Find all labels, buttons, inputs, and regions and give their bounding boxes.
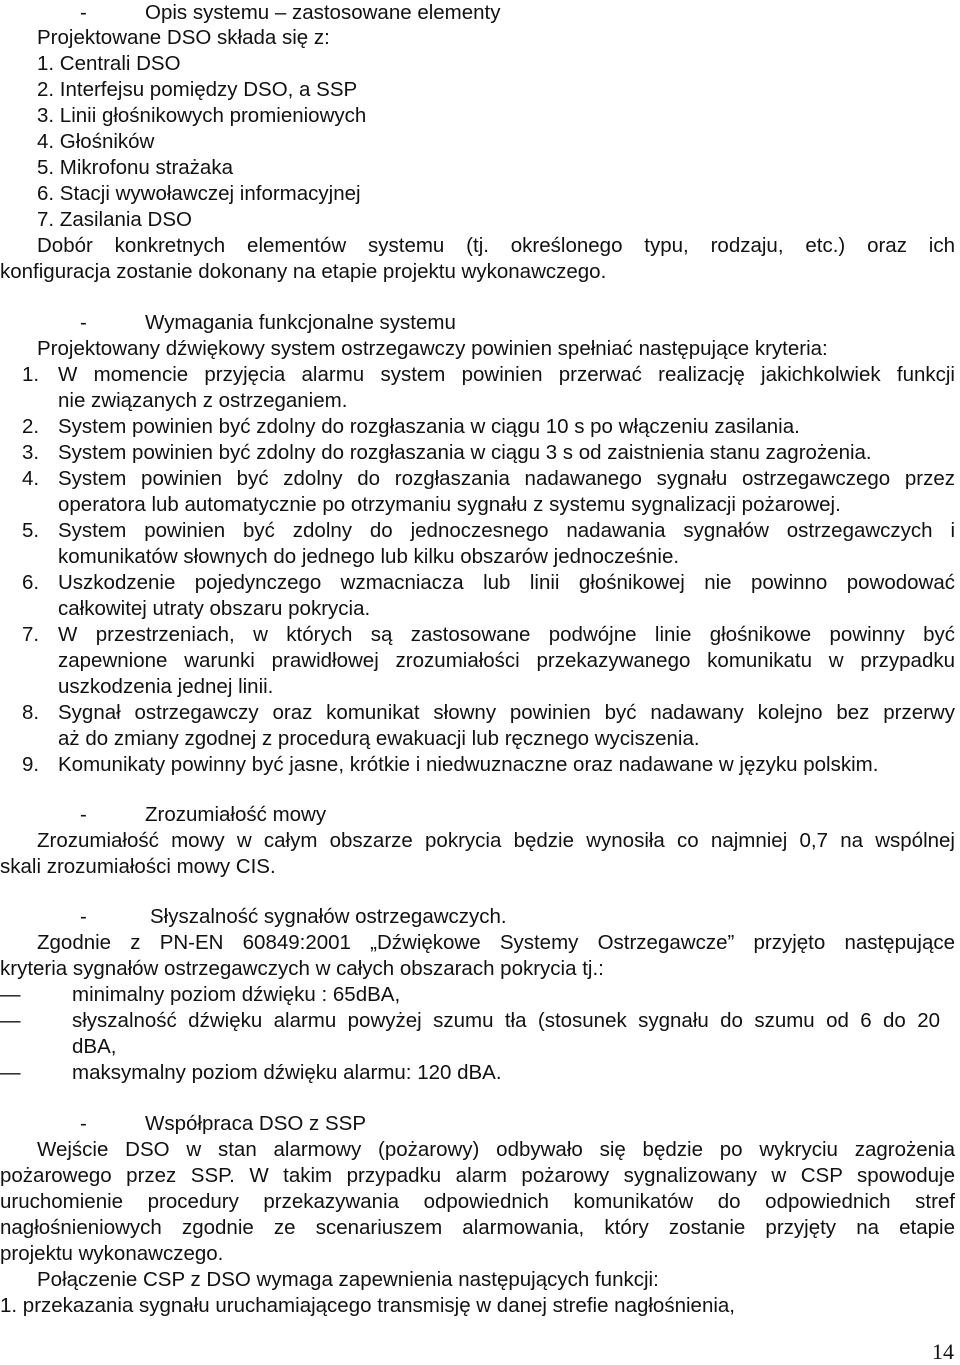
component-item: 6. Stacji wywoławczej informacyjnej — [37, 182, 361, 205]
requirement-text: Sygnał ostrzegawczy oraz komunikat słowny powinien być nadawany kolejno bez przerwy — [58, 701, 955, 724]
component-item: 5. Mikrofonu strażaka — [37, 156, 233, 179]
components-intro: Projektowane DSO składa się z: — [37, 26, 330, 49]
bullet-dash: — — [0, 1009, 21, 1032]
paragraph-line: skali zrozumiałości mowy CIS. — [0, 855, 276, 878]
bullet-text: słyszalność dźwięku alarmu powyżej szumu tła (stosunek sygnału do szumu od 6 do 20 — [72, 1009, 940, 1032]
component-item: 3. Linii głośnikowych promieniowych — [37, 104, 367, 127]
section-dash: - — [80, 311, 87, 334]
requirement-text: nie związanych z ostrzeganiem. — [58, 389, 348, 412]
paragraph-line: pożarowego przez SSP. W takim przypadku alarm pożarowy sygnalizowany w CSP spowoduje — [0, 1164, 955, 1187]
requirement-text: całkowitej utraty obszaru pokrycia. — [58, 597, 371, 620]
component-item: 2. Interfejsu pomiędzy DSO, a SSP — [37, 78, 358, 101]
requirement-text: System powinien być zdolny do rozgłaszania w ciągu 10 s po włączeniu zasilania. — [58, 415, 800, 438]
bullet-text: maksymalny poziom dźwięku alarmu: 120 dBA. — [72, 1061, 502, 1084]
requirement-text: System powinien być zdolny do jednoczesnego nadawania sygnałów ostrzegawczych i — [58, 519, 955, 542]
requirement-text: Komunikaty powinny być jasne, krótkie i niedwuznaczne oraz nadawane w języku polskim. — [58, 753, 879, 776]
requirement-number: 5. — [22, 519, 40, 542]
section-heading-functional-requirements: Wymagania funkcjonalne systemu — [145, 311, 456, 334]
requirement-number: 8. — [22, 701, 40, 724]
paragraph-line: konfiguracja zostanie dokonany na etapie projektu wykonawczego. — [0, 260, 607, 283]
paragraph-line: Połączenie CSP z DSO wymaga zapewnienia następujących funkcji: — [37, 1268, 659, 1291]
component-item: 7. Zasilania DSO — [37, 208, 192, 231]
bullet-text: dBA, — [72, 1035, 117, 1058]
bullet-dash: — — [0, 1061, 21, 1084]
requirement-text: W momencie przyjęcia alarmu system powinien przerwać realizację jakichkolwiek funkcji — [58, 363, 955, 386]
paragraph-line: Dobór konkretnych elementów systemu (tj. określonego typu, rodzaju, etc.) oraz ich — [37, 234, 955, 257]
paragraph-line: projektu wykonawczego. — [0, 1242, 224, 1265]
section-heading-signal-audibility: Słyszalność sygnałów ostrzegawczych. — [150, 905, 507, 928]
requirement-text: zapewnione warunki prawidłowej zrozumiałości przekazywanego komunikatu w przypadku — [58, 649, 955, 672]
paragraph-line: uruchomienie procedury przekazywania odpowiednich komunikatów do odpowiednich stref — [0, 1190, 955, 1213]
requirement-number: 4. — [22, 467, 40, 490]
section-heading-speech-intelligibility: Zrozumiałość mowy — [145, 803, 327, 826]
requirement-text: operatora lub automatycznie po otrzymaniu sygnału z systemu sygnalizacji pożarowej. — [58, 493, 841, 516]
requirement-number: 3. — [22, 441, 40, 464]
section-dash: - — [80, 803, 87, 826]
section-dash: - — [80, 1, 87, 24]
function-item: 1. przekazania sygnału uruchamiającego transmisję w danej strefie nagłośnienia, — [0, 1294, 735, 1317]
paragraph-line: kryteria sygnałów ostrzegawczych w całych obszarach pokrycia tj.: — [0, 957, 604, 980]
requirements-intro: Projektowany dźwiękowy system ostrzegawczy powinien spełniać następujące kryteria: — [37, 337, 828, 360]
paragraph-line: Zrozumiałość mowy w całym obszarze pokrycia będzie wynosiła co najmniej 0,7 na wspólnej — [37, 829, 955, 852]
requirement-text: aż do zmiany zgodnej z procedurą ewakuacji lub ręcznego wyciszenia. — [58, 727, 700, 750]
requirement-number: 7. — [22, 623, 40, 646]
requirement-text: Uszkodzenie pojedynczego wzmacniacza lub linii głośnikowej nie powinno powodować — [58, 571, 955, 594]
requirement-text: uszkodzenia jednej linii. — [58, 675, 274, 698]
requirement-number: 1. — [22, 363, 40, 386]
requirement-text: W przestrzeniach, w których są zastosowane podwójne linie głośnikowe powinny być — [58, 623, 955, 646]
requirement-text: System powinien być zdolny do rozgłaszania nadawanego sygnału ostrzegawczego przez — [58, 467, 955, 490]
bullet-text: minimalny poziom dźwięku : 65dBA, — [72, 983, 401, 1006]
requirement-number: 9. — [22, 753, 40, 776]
section-dash: - — [80, 1112, 87, 1135]
section-heading-system-description: Opis systemu – zastosowane elementy — [145, 1, 501, 24]
bullet-dash: — — [0, 983, 21, 1006]
component-item: 1. Centrali DSO — [37, 52, 181, 75]
section-dash: - — [80, 905, 87, 928]
paragraph-line: Zgodnie z PN-EN 60849:2001 „Dźwiękowe Systemy Ostrzegawcze” przyjęto następujące — [37, 931, 955, 954]
requirement-number: 6. — [22, 571, 40, 594]
page-number: 14 — [932, 1339, 954, 1364]
section-heading-dso-ssp-cooperation: Współpraca DSO z SSP — [145, 1112, 367, 1135]
requirement-number: 2. — [22, 415, 40, 438]
requirement-text: komunikatów słownych do jednego lub kilku obszarów jednocześnie. — [58, 545, 680, 568]
paragraph-line: Wejście DSO w stan alarmowy (pożarowy) odbywało się będzie po wykryciu zagrożenia — [37, 1138, 955, 1161]
requirement-text: System powinien być zdolny do rozgłaszania w ciągu 3 s od zaistnienia stanu zagrożenia. — [58, 441, 872, 464]
paragraph-line: nagłośnieniowych zgodnie ze scenariuszem alarmowania, który zostanie przyjęty na etapie — [0, 1216, 955, 1239]
component-item: 4. Głośników — [37, 130, 155, 153]
